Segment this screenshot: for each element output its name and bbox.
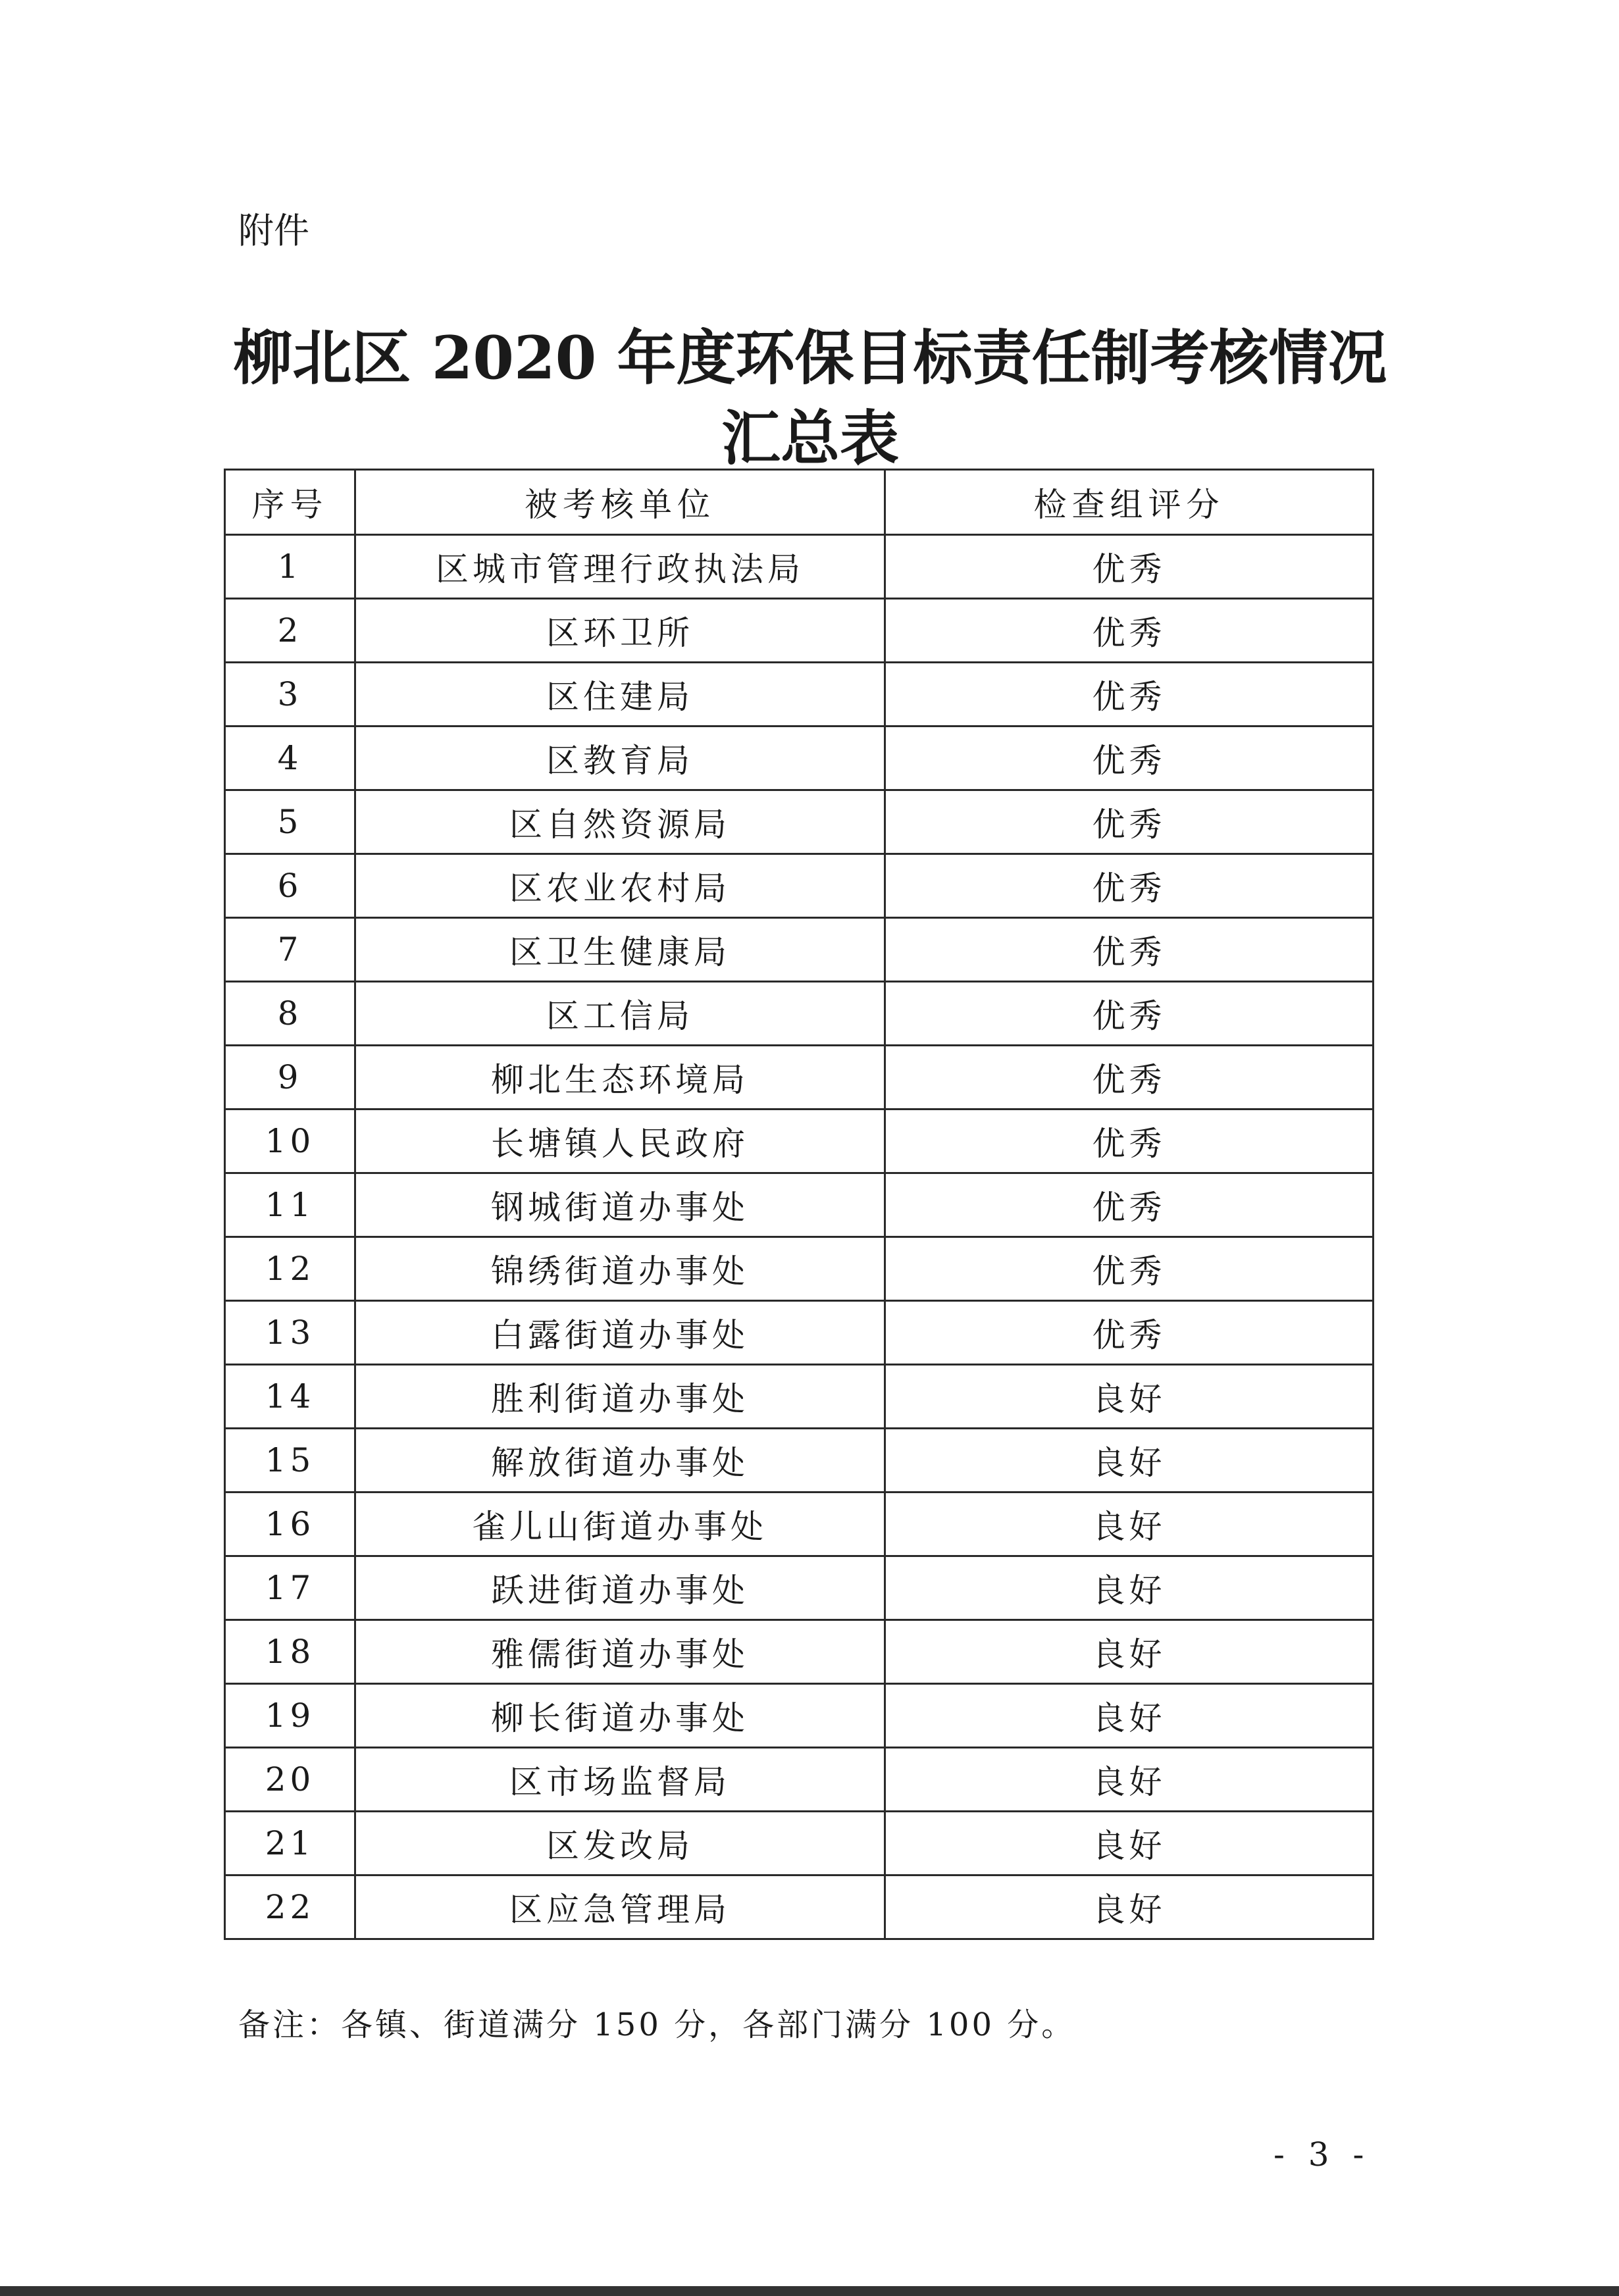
table-row: [225, 1748, 1374, 1812]
cell-assessed-unit: 跃进街道办事处: [355, 1556, 885, 1620]
cell-score: 优秀: [885, 918, 1374, 982]
table-row: [225, 727, 1374, 790]
cell-serial-number: 19: [225, 1684, 355, 1748]
cell-serial-number: 8: [225, 982, 355, 1046]
annex-label: 附件: [238, 210, 309, 251]
assessment-summary-table: [224, 469, 1374, 1940]
cell-assessed-unit: 区卫生健康局: [355, 918, 885, 982]
table-row: [225, 1620, 1374, 1684]
table-row: [225, 663, 1374, 727]
cell-score: 优秀: [885, 663, 1374, 727]
table-row: [225, 1046, 1374, 1110]
cell-score: 优秀: [885, 1237, 1374, 1301]
table-row: [225, 1492, 1374, 1556]
table-row: [225, 535, 1374, 599]
cell-assessed-unit: 区市场监督局: [355, 1748, 885, 1812]
cell-score: 良好: [885, 1748, 1374, 1812]
document-title: 柳北区 2020 年度环保目标责任制考核情况: [233, 323, 1387, 393]
table-row: [225, 982, 1374, 1046]
cell-score: 良好: [885, 1365, 1374, 1429]
header-assessed-unit: 被考核单位: [355, 470, 885, 535]
cell-serial-number: 13: [225, 1301, 355, 1365]
cell-score: 良好: [885, 1620, 1374, 1684]
cell-assessed-unit: 区环卫所: [355, 599, 885, 663]
cell-serial-number: 7: [225, 918, 355, 982]
cell-assessed-unit: 区住建局: [355, 663, 885, 727]
cell-assessed-unit: 解放街道办事处: [355, 1429, 885, 1492]
cell-serial-number: 1: [225, 535, 355, 599]
cell-score: 良好: [885, 1429, 1374, 1492]
cell-assessed-unit: 雀儿山街道办事处: [355, 1492, 885, 1556]
cell-serial-number: 20: [225, 1748, 355, 1812]
cell-serial-number: 21: [225, 1812, 355, 1875]
cell-serial-number: 3: [225, 663, 355, 727]
table-row: [225, 1875, 1374, 1939]
cell-serial-number: 4: [225, 727, 355, 790]
table-row: [225, 1365, 1374, 1429]
cell-assessed-unit: 柳北生态环境局: [355, 1046, 885, 1110]
cell-score: 优秀: [885, 1046, 1374, 1110]
table-row: [225, 1429, 1374, 1492]
cell-score: 优秀: [885, 727, 1374, 790]
cell-score: 优秀: [885, 982, 1374, 1046]
cell-serial-number: 5: [225, 790, 355, 854]
table-row: [225, 1812, 1374, 1875]
cell-assessed-unit: 区发改局: [355, 1812, 885, 1875]
table-row: [225, 1301, 1374, 1365]
cell-score: 优秀: [885, 599, 1374, 663]
page-number: - 3 -: [1273, 2135, 1371, 2174]
cell-score: 优秀: [885, 1301, 1374, 1365]
cell-assessed-unit: 区工信局: [355, 982, 885, 1046]
cell-serial-number: 9: [225, 1046, 355, 1110]
cell-serial-number: 22: [225, 1875, 355, 1939]
table-row: [225, 1237, 1374, 1301]
cell-serial-number: 17: [225, 1556, 355, 1620]
table-row: [225, 1173, 1374, 1237]
cell-assessed-unit: 雅儒街道办事处: [355, 1620, 885, 1684]
table-row: [225, 1684, 1374, 1748]
cell-serial-number: 6: [225, 854, 355, 918]
header-inspection-score: 检查组评分: [885, 470, 1374, 535]
cell-score: 优秀: [885, 1173, 1374, 1237]
cell-serial-number: 16: [225, 1492, 355, 1556]
cell-assessed-unit: 胜利街道办事处: [355, 1365, 885, 1429]
cell-score: 良好: [885, 1875, 1374, 1939]
table-header-row: [225, 470, 1374, 535]
table-row: [225, 790, 1374, 854]
document-title-line2: 汇总表: [721, 403, 899, 473]
cell-score: 优秀: [885, 854, 1374, 918]
cell-assessed-unit: 区城市管理行政执法局: [355, 535, 885, 599]
cell-score: 良好: [885, 1492, 1374, 1556]
header-serial-number: 序号: [225, 470, 355, 535]
cell-serial-number: 15: [225, 1429, 355, 1492]
cell-serial-number: 14: [225, 1365, 355, 1429]
cell-serial-number: 11: [225, 1173, 355, 1237]
cell-score: 优秀: [885, 790, 1374, 854]
cell-assessed-unit: 锦绣街道办事处: [355, 1237, 885, 1301]
cell-score: 良好: [885, 1812, 1374, 1875]
table-row: [225, 854, 1374, 918]
cell-score: 优秀: [885, 535, 1374, 599]
cell-serial-number: 12: [225, 1237, 355, 1301]
table-row: [225, 1110, 1374, 1173]
scan-bottom-edge: [0, 2286, 1619, 2296]
table-body: [225, 535, 1374, 1939]
cell-assessed-unit: 区自然资源局: [355, 790, 885, 854]
cell-assessed-unit: 长塘镇人民政府: [355, 1110, 885, 1173]
remark-note: 备注：各镇、街道满分 150 分，各部门满分 100 分。: [238, 2006, 1076, 2043]
cell-assessed-unit: 区应急管理局: [355, 1875, 885, 1939]
table-row: [225, 599, 1374, 663]
cell-assessed-unit: 区教育局: [355, 727, 885, 790]
cell-score: 优秀: [885, 1110, 1374, 1173]
table-row: [225, 918, 1374, 982]
cell-assessed-unit: 白露街道办事处: [355, 1301, 885, 1365]
cell-assessed-unit: 钢城街道办事处: [355, 1173, 885, 1237]
cell-assessed-unit: 区农业农村局: [355, 854, 885, 918]
cell-assessed-unit: 柳长街道办事处: [355, 1684, 885, 1748]
cell-score: 良好: [885, 1684, 1374, 1748]
cell-score: 良好: [885, 1556, 1374, 1620]
cell-serial-number: 2: [225, 599, 355, 663]
cell-serial-number: 18: [225, 1620, 355, 1684]
cell-serial-number: 10: [225, 1110, 355, 1173]
table-row: [225, 1556, 1374, 1620]
